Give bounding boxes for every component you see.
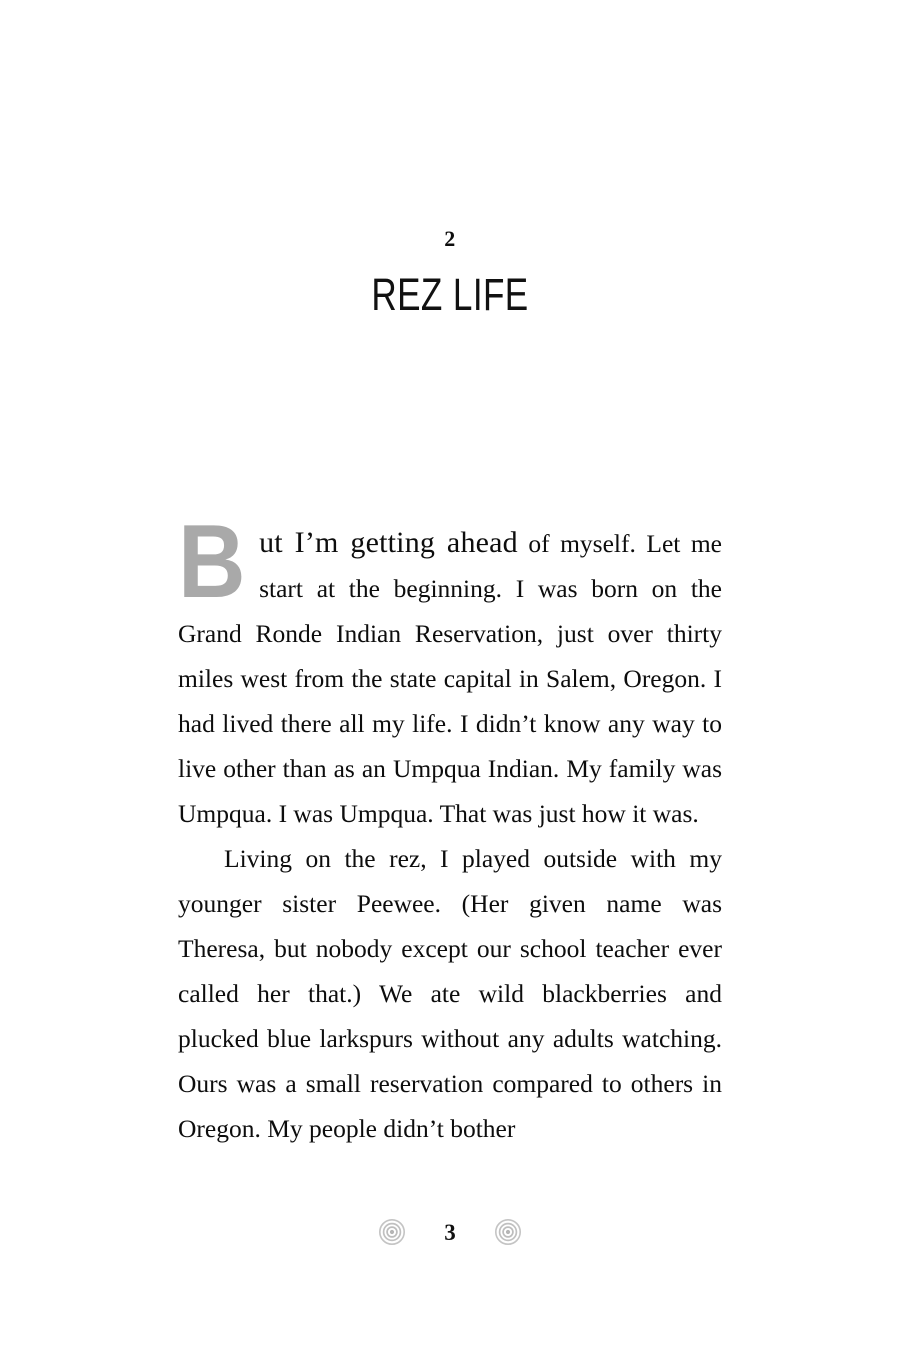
chapter-number: 2 [444, 226, 456, 251]
chapter-header [0, 228, 900, 318]
paragraph-first [178, 504, 722, 836]
drop-cap: B [178, 504, 246, 620]
lead-in-phrase: ut I’m getting ahead [259, 526, 518, 559]
paragraph-second: Living on the rez, I played outside with my younger sister Peewee. (Her given name was Theresa, but nobody except our school teacher ever called her that.) We ate wild blackberries and plucked blue larkspurs without any adults watching. Ours was a small reservation compared to others in Oregon. My people didn’t bother [178, 844, 722, 1143]
concentric-circles-ornament-left [378, 1218, 406, 1246]
body-text [178, 504, 722, 1151]
page-footer [0, 1218, 900, 1246]
chapter-title: REZ LIFE [371, 269, 529, 320]
page-number: 3 [444, 1219, 456, 1245]
paragraph-body: of myself. Let me start at the beginning. I was born on the Grand Ronde Indian Reservation, just over thirty miles west from the state capital in Salem, Oregon. I had lived there all my life. I didn’t know any way to live other than as an Umpqua Indian. My family was Umpqua. I was Umpqua. That was just how it was. [178, 529, 722, 828]
concentric-circles-ornament-right [494, 1218, 522, 1246]
